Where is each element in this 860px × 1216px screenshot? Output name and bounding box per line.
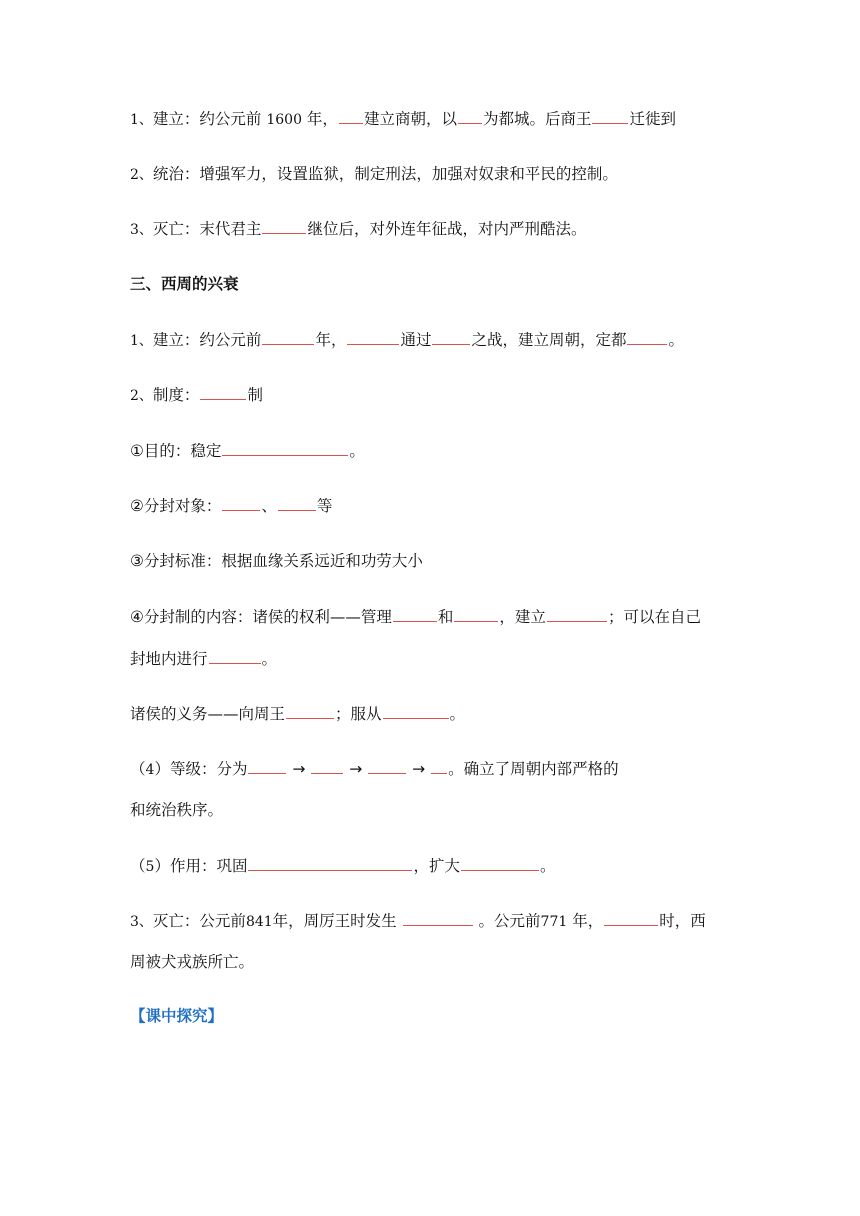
blank-effect-expand[interactable] — [461, 855, 539, 871]
zhou-system-line: 2、制度： 制 — [130, 386, 263, 404]
zhou-fief-criteria-line: ③分封标准：根据血缘关系远近和功劳大小 — [130, 552, 423, 570]
shang-fall-line: 3、灭亡：末代君主 继位后，对外连年征战，对内严刑酷法。 — [130, 220, 587, 238]
zhou-founding-line: 1、建立：约公元前 年， 通过 之战，建立周朝，定都 。 — [130, 331, 684, 349]
zhou-purpose-line: ①目的：稳定 。 — [130, 442, 365, 460]
zhou-fief-content-line: ④分封制的内容：诸侯的权利——管理 和 ，建立 ；可以在自己 — [130, 608, 701, 626]
blank-shang-last-ruler[interactable] — [262, 218, 306, 234]
zhou-fief-content-line-2: 封地内进行 。 — [130, 650, 278, 668]
blank-rank-2[interactable] — [311, 758, 343, 774]
zhou-ranks-line: （4）等级：分为 → → → 。确立了周朝内部严格的 — [130, 760, 619, 778]
zhou-fall-line: 3、灭亡：公元前841年，周厉王时发生 。公元前771 年， 时，西 — [130, 912, 706, 930]
arrow-icon: → — [349, 760, 363, 778]
blank-shang-capital[interactable] — [458, 108, 482, 124]
blank-zhou-purpose[interactable] — [222, 440, 348, 456]
zhou-fief-targets-line: ②分封对象： 、 等 — [130, 497, 333, 515]
blank-fief-manage-2[interactable] — [454, 606, 498, 622]
shang-founding-line: 1、建立：约公元前 1600 年， 建立商朝，以 为都城。后商王 迁徙到 — [130, 110, 676, 128]
arrow-icon: → — [292, 760, 306, 778]
shang-rule-line: 2、统治：增强军力，设置监狱，制定刑法，加强对奴隶和平民的控制。 — [130, 165, 618, 183]
arrow-icon: → — [412, 760, 426, 778]
blank-zhou-year[interactable] — [262, 329, 314, 345]
blank-fief-establish[interactable] — [547, 606, 607, 622]
zhou-ranks-line-2: 和统治秩序。 — [130, 801, 224, 819]
blank-fief-target-2[interactable] — [278, 495, 316, 511]
blank-rank-3[interactable] — [368, 758, 406, 774]
zhou-fall-line-2: 周被犬戎族所亡。 — [130, 953, 255, 971]
blank-fief-target-1[interactable] — [222, 495, 260, 511]
blank-fief-manage-1[interactable] — [393, 606, 437, 622]
blank-zhou-event[interactable] — [403, 910, 473, 926]
blank-rank-1[interactable] — [248, 758, 286, 774]
section-heading-explore: 【课中探究】 — [130, 1007, 224, 1025]
zhou-duties-line: 诸侯的义务——向周王 ；服从 。 — [130, 705, 466, 723]
blank-fief-conduct[interactable] — [209, 648, 261, 664]
blank-zhou-king-fall[interactable] — [604, 910, 658, 926]
blank-zhou-capital[interactable] — [627, 329, 667, 345]
blank-zhou-system[interactable] — [200, 384, 246, 400]
blank-shang-founder[interactable] — [339, 108, 363, 124]
blank-shang-king[interactable] — [592, 108, 628, 124]
blank-zhou-founder[interactable] — [347, 329, 399, 345]
section-heading-western-zhou: 三、西周的兴衰 — [130, 275, 239, 293]
blank-rank-4[interactable] — [431, 758, 447, 774]
blank-zhou-battle[interactable] — [432, 329, 470, 345]
blank-duty-tribute[interactable] — [286, 703, 334, 719]
blank-effect-consolidate[interactable] — [248, 855, 412, 871]
zhou-effect-line: （5）作用：巩固 ，扩大 。 — [130, 857, 556, 875]
blank-duty-obey[interactable] — [383, 703, 449, 719]
